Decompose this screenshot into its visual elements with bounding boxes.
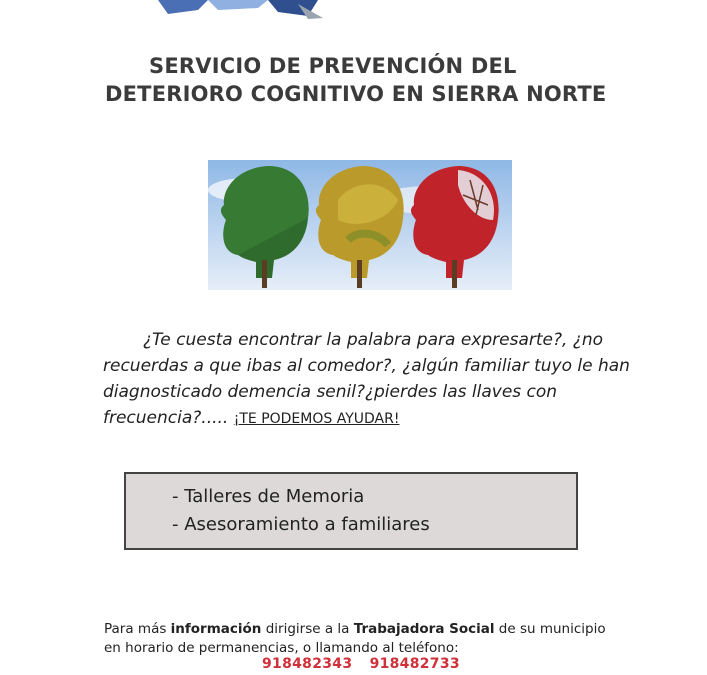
phone-number-2: 918482733	[369, 656, 460, 672]
question-paragraph	[103, 327, 663, 432]
footer-bold-info: información	[170, 621, 262, 637]
services-list	[126, 474, 576, 539]
page-title	[105, 52, 665, 108]
organization-logo-icon	[148, 0, 328, 20]
footer-text-2: dirigirse a la	[261, 621, 354, 637]
service-item-family: - Asesoramiento a familiares	[172, 511, 576, 539]
phone-numbers	[262, 656, 472, 672]
tree-heads-illustration-icon	[208, 160, 512, 290]
phone-number-1: 918482343	[262, 656, 353, 672]
service-item-memory: - Talleres de Memoria	[172, 483, 576, 511]
footer-text-3: de su municipio en horario de permanencias, o llamando al teléfono:	[104, 621, 606, 656]
footer-bold-social-worker: Trabajadora Social	[353, 621, 495, 637]
help-text: ¡TE PODEMOS AYUDAR!	[233, 411, 400, 427]
title-line-2: DETERIORO COGNITIVO EN SIERRA NORTE	[105, 82, 607, 106]
question-text: ¿Te cuesta encontrar la palabra para expresarte?, ¿no recuerdas a que ibas al comedor?, ¿algún familiar tuyo le han diagnosticado demencia senil?¿pierdes las llaves con frecuencia?.....	[103, 330, 630, 428]
title-line-1: SERVICIO DE PREVENCIÓN DEL	[149, 54, 517, 78]
contact-info	[104, 620, 624, 658]
services-box	[124, 472, 578, 550]
footer-text-1: Para más	[104, 621, 171, 637]
